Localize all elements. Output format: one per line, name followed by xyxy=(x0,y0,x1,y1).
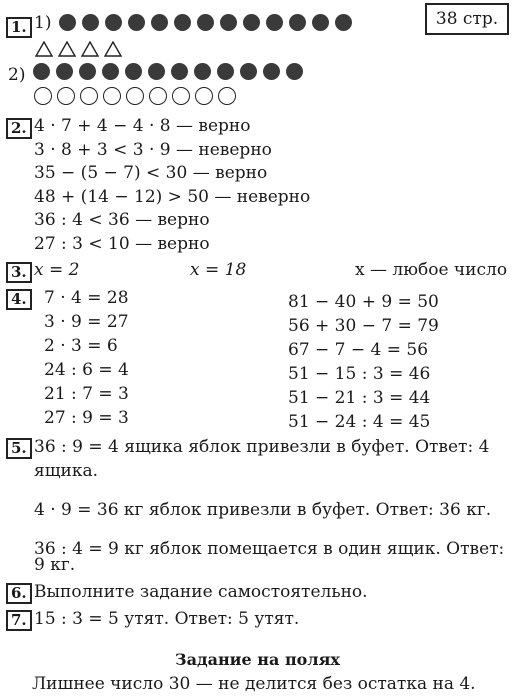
task2-number: 2. xyxy=(6,118,32,139)
filled-circle xyxy=(79,63,96,80)
filled-circle xyxy=(240,63,257,80)
task6-text: Выполните задание самостоятельно. xyxy=(34,582,368,602)
empty-circle xyxy=(172,87,190,105)
filled-circle xyxy=(335,14,352,31)
empty-circle xyxy=(34,87,52,105)
task3-number: 3. xyxy=(6,262,32,283)
filled-circle xyxy=(82,14,99,31)
task5-paragraph1-line1: 36 : 9 = 4 ящика яблок привезли в буфет. Ответ: 4 xyxy=(34,437,490,457)
task2-line: 36 : 4 < 36 — верно xyxy=(34,210,210,230)
task7-text: 15 : 3 = 5 утят. Ответ: 5 утят. xyxy=(34,609,300,629)
filled-circle xyxy=(194,63,211,80)
task4-left-item: 2 · 3 = 6 xyxy=(44,336,118,356)
filled-circle xyxy=(102,63,119,80)
task4-number: 4. xyxy=(6,289,32,310)
empty-circle xyxy=(103,87,121,105)
task1-number: 1. xyxy=(6,17,32,38)
task1-part2-label: 2) xyxy=(8,65,26,85)
task4-right-item: 56 + 30 − 7 = 79 xyxy=(288,316,439,336)
empty-circle xyxy=(149,87,167,105)
margin-task-text: Лишнее число 30 — не делится без остатка на 4. xyxy=(32,674,476,694)
filled-circle xyxy=(266,14,283,31)
filled-circle xyxy=(128,14,145,31)
task4-right-item: 51 − 24 : 4 = 45 xyxy=(288,412,431,432)
task4-left-item: 21 : 7 = 3 xyxy=(44,384,129,404)
filled-circle xyxy=(105,14,122,31)
filled-circle xyxy=(263,63,280,80)
task2-line: 48 + (14 − 12) > 50 — неверно xyxy=(34,187,311,207)
filled-circle xyxy=(217,63,234,80)
task2-line: 35 − (5 − 7) < 30 — верно xyxy=(34,163,268,183)
triangle-shape xyxy=(35,41,53,57)
task5-number: 5. xyxy=(6,438,32,459)
task5-paragraph2: 4 · 9 = 36 кг яблок привезли в буфет. Ответ: 36 кг. xyxy=(34,500,492,520)
task6-number: 6. xyxy=(6,583,32,604)
task1-part1-label: 1) xyxy=(34,13,52,33)
task4-right-item: 81 − 40 + 9 = 50 xyxy=(288,292,439,312)
empty-circle xyxy=(126,87,144,105)
task4-right-item: 67 − 7 − 4 = 56 xyxy=(288,340,429,360)
triangle-shape xyxy=(81,41,99,57)
filled-circle xyxy=(286,63,303,80)
task7-number: 7. xyxy=(6,610,32,631)
task2-line: 27 : 3 < 10 — верно xyxy=(34,234,210,254)
filled-circle xyxy=(220,14,237,31)
filled-circle xyxy=(148,63,165,80)
task4-left-item: 7 · 4 = 28 xyxy=(44,288,129,308)
filled-circle xyxy=(171,63,188,80)
task4-left-item: 24 : 6 = 4 xyxy=(44,360,129,380)
empty-circle xyxy=(80,87,98,105)
task4-right-item: 51 − 15 : 3 = 46 xyxy=(288,364,431,384)
filled-circle xyxy=(56,63,73,80)
filled-circle xyxy=(312,14,329,31)
task5-paragraph1-line2: ящика. xyxy=(34,461,99,481)
task2-line: 3 · 8 + 3 < 3 · 9 — неверно xyxy=(34,140,272,160)
filled-circle xyxy=(289,14,306,31)
filled-circle xyxy=(33,63,50,80)
filled-circle xyxy=(125,63,142,80)
empty-circle xyxy=(218,87,236,105)
task2-line: 4 · 7 + 4 − 4 · 8 — верно xyxy=(34,116,251,136)
empty-circle xyxy=(57,87,75,105)
task4-left-item: 3 · 9 = 27 xyxy=(44,312,129,332)
margin-task-title: Задание на полях xyxy=(175,650,340,669)
task3-answer-c: x — любое число xyxy=(355,260,508,280)
task5-paragraph3-line2: 9 кг. xyxy=(34,555,76,575)
task4-right-item: 51 − 21 : 3 = 44 xyxy=(288,388,431,408)
page-number-box: 38 стр. xyxy=(425,3,509,35)
filled-circle xyxy=(174,14,191,31)
task3-answer-b: x = 18 xyxy=(190,260,247,280)
task4-left-item: 27 : 9 = 3 xyxy=(44,408,129,428)
task5-paragraph3-line1: 36 : 4 = 9 кг яблок помещается в один ящик. Ответ: xyxy=(34,539,505,559)
task3-answer-a: x = 2 xyxy=(34,260,80,280)
triangle-shape xyxy=(58,41,76,57)
filled-circle xyxy=(243,14,260,31)
empty-circle xyxy=(195,87,213,105)
filled-circle xyxy=(151,14,168,31)
filled-circle xyxy=(197,14,214,31)
filled-circle xyxy=(59,14,76,31)
triangle-shape xyxy=(104,41,122,57)
